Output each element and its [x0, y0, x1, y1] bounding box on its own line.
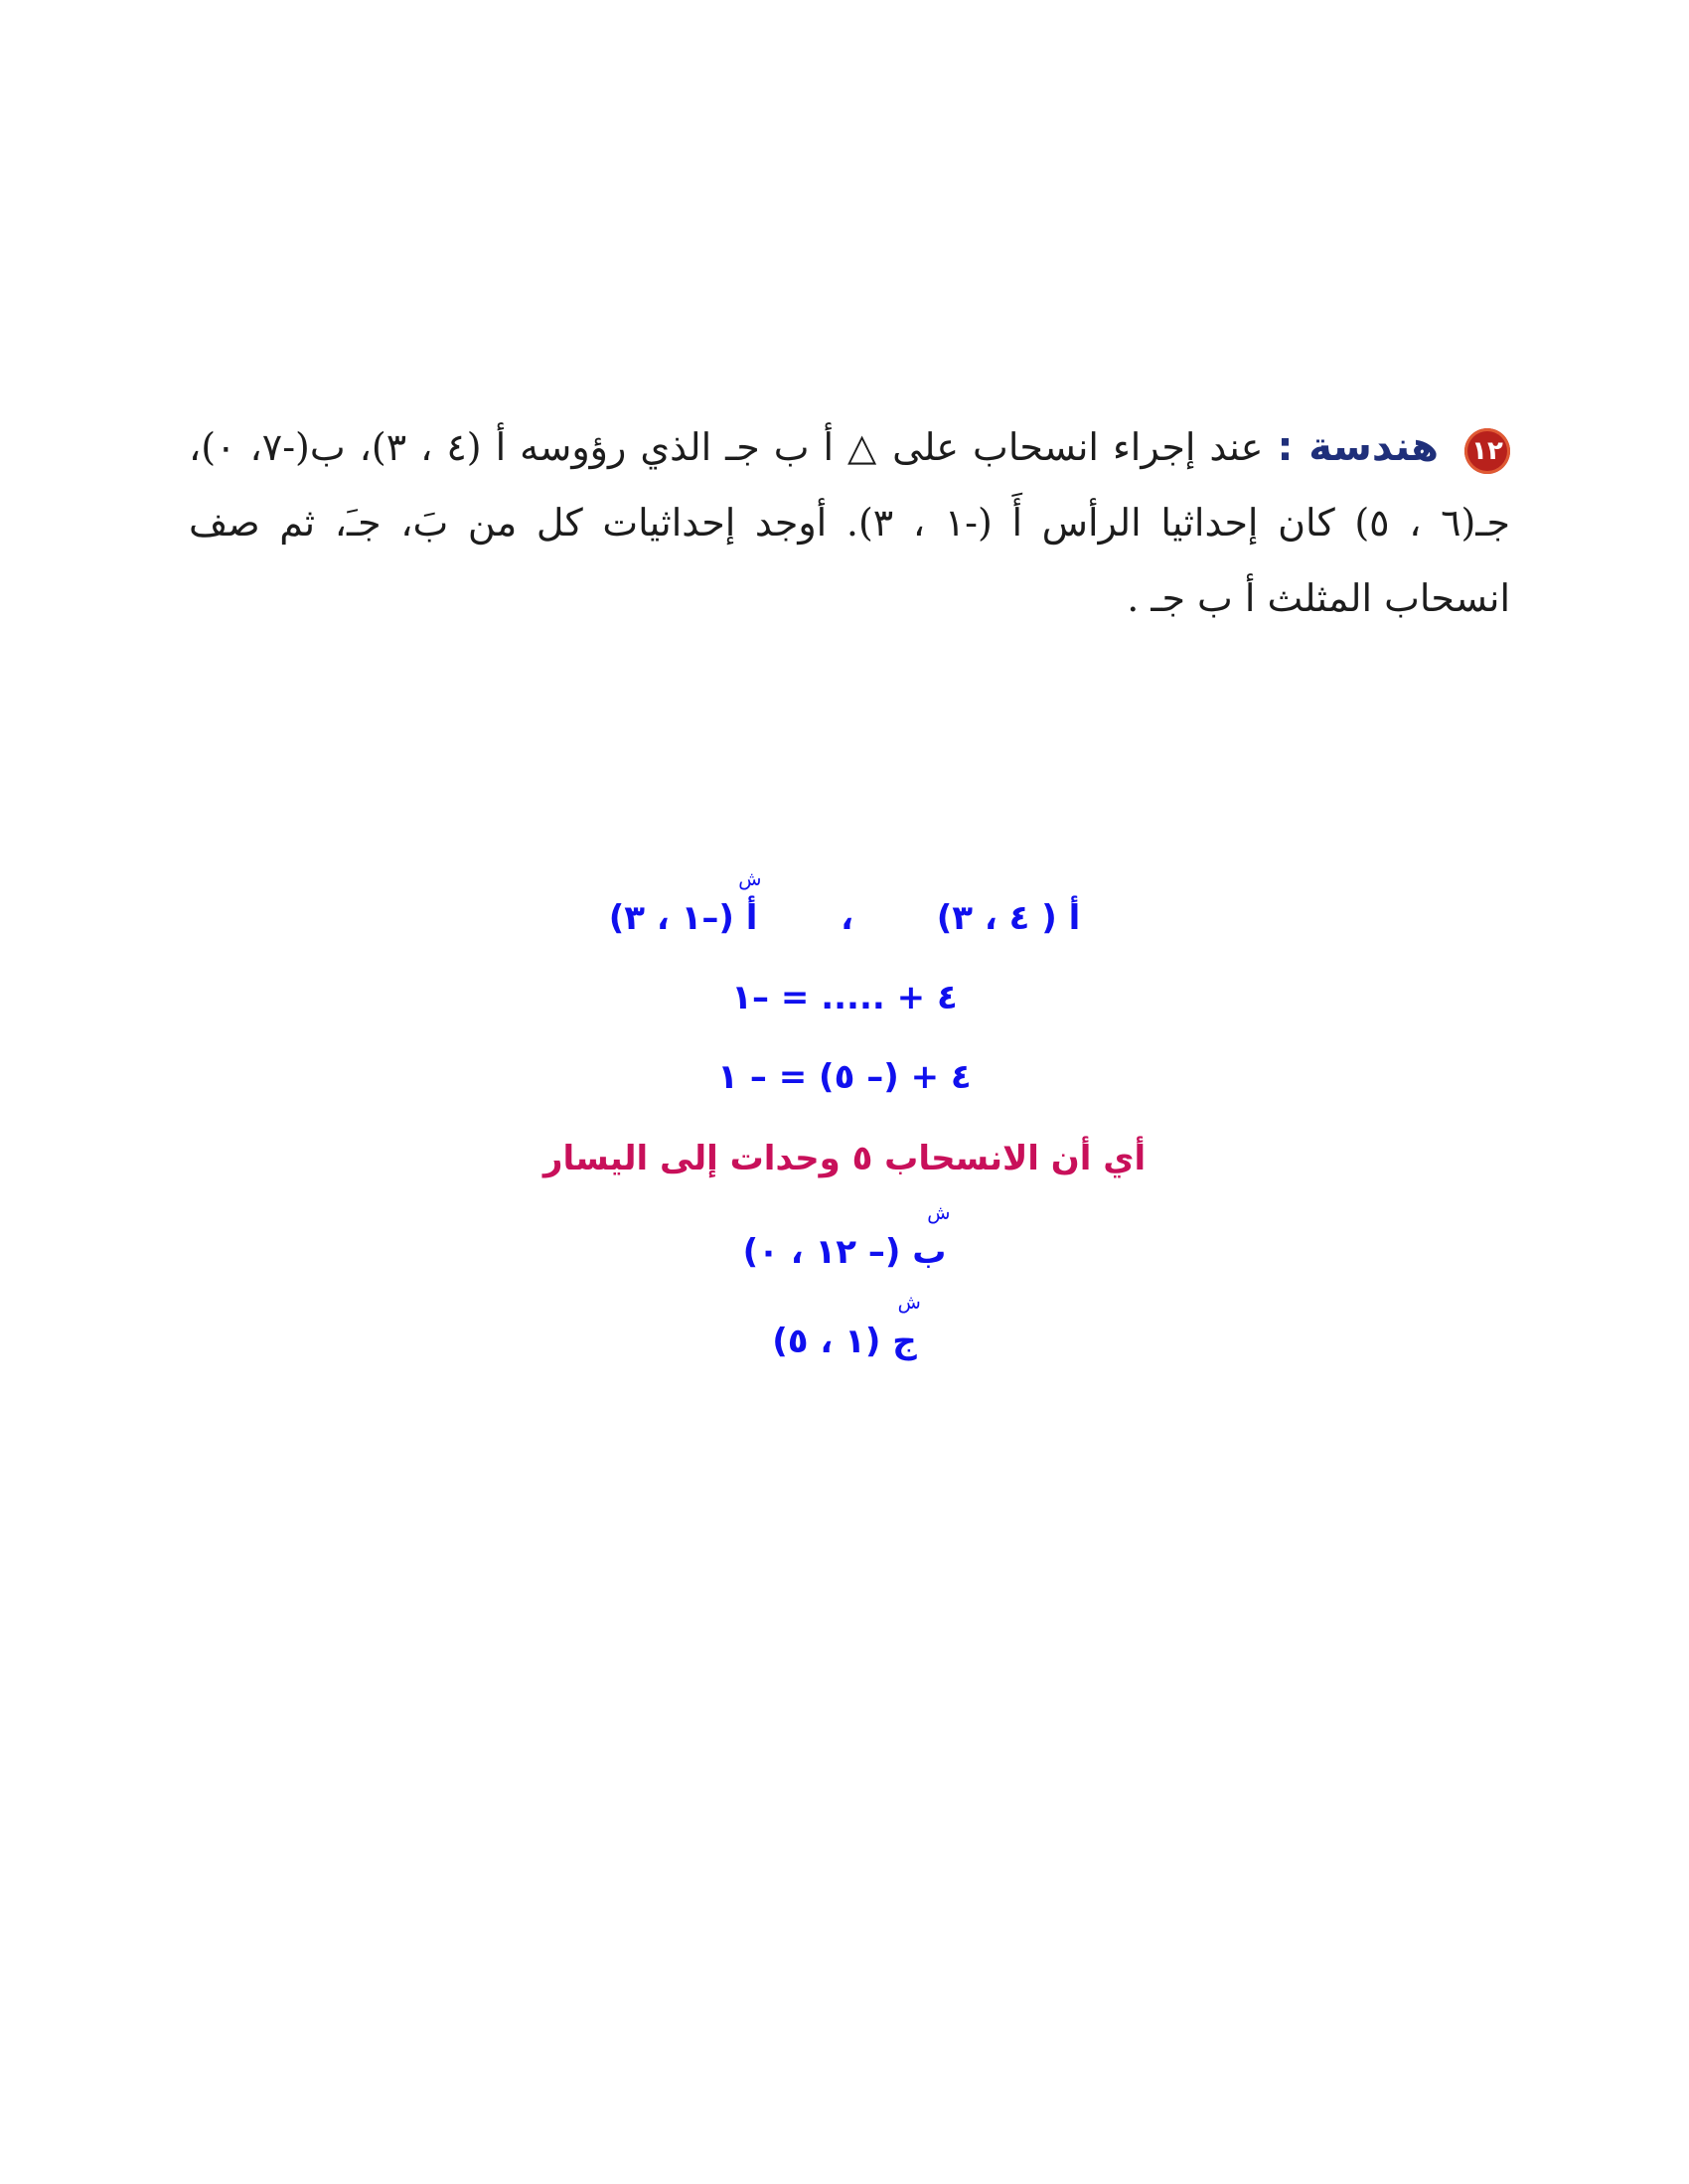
solution-line-vertex-c-prime — [0, 1292, 1689, 1361]
solution-line-equation-solved: ٤ + (– ٥) = – ١ — [717, 1057, 972, 1097]
vertex-b-prime — [912, 1202, 951, 1272]
prime-mark: ش — [927, 1202, 951, 1224]
vertex-a-prime-coords: (–١ ، ٣) — [608, 898, 734, 938]
solution-line-vertex-a — [0, 868, 1689, 938]
problem-text: عند إجراء انسحاب على △ أ ب جـ الذي رؤوسه أ (٤ ، ٣)، ب(-٧، ٠)، جـ(٦ ، ٥) كان إحداثيا الرأس أَ (-١ ، ٣). أوجد إحداثيات كل من بَ، جـَ، ثم صف انسحاب المثلث أ ب جـ . — [189, 425, 1510, 620]
vertex-a-prime-letter: أ — [745, 898, 758, 938]
vertex-b-prime-letter: ب — [912, 1232, 947, 1272]
vertex-c-prime-letter: ج — [892, 1322, 917, 1361]
solution-line-equation-blank: ٤ + ..... = –١ — [731, 978, 958, 1017]
vertex-c-prime-coords: (١ ، ٥) — [772, 1322, 881, 1361]
solution-line-vertex-b-prime — [0, 1202, 1689, 1272]
problem-number-badge: ١٢ — [1464, 428, 1510, 474]
vertex-a-prime — [738, 868, 762, 938]
solution-line-translation-description: أي أن الانسحاب ٥ وحدات إلى اليسار — [542, 1139, 1147, 1178]
vertex-a-coords: أ ( ٤ ، ٣) — [936, 898, 1081, 938]
problem-statement — [189, 409, 1510, 636]
prime-mark: ش — [738, 868, 762, 890]
problem-topic-label: هندسة : — [1277, 424, 1440, 470]
vertex-c-prime — [892, 1292, 921, 1361]
prime-mark: ش — [897, 1292, 921, 1314]
vertex-b-prime-coords: (– ١٢ ، ٠) — [742, 1232, 901, 1272]
separator-comma: ، — [841, 898, 854, 938]
